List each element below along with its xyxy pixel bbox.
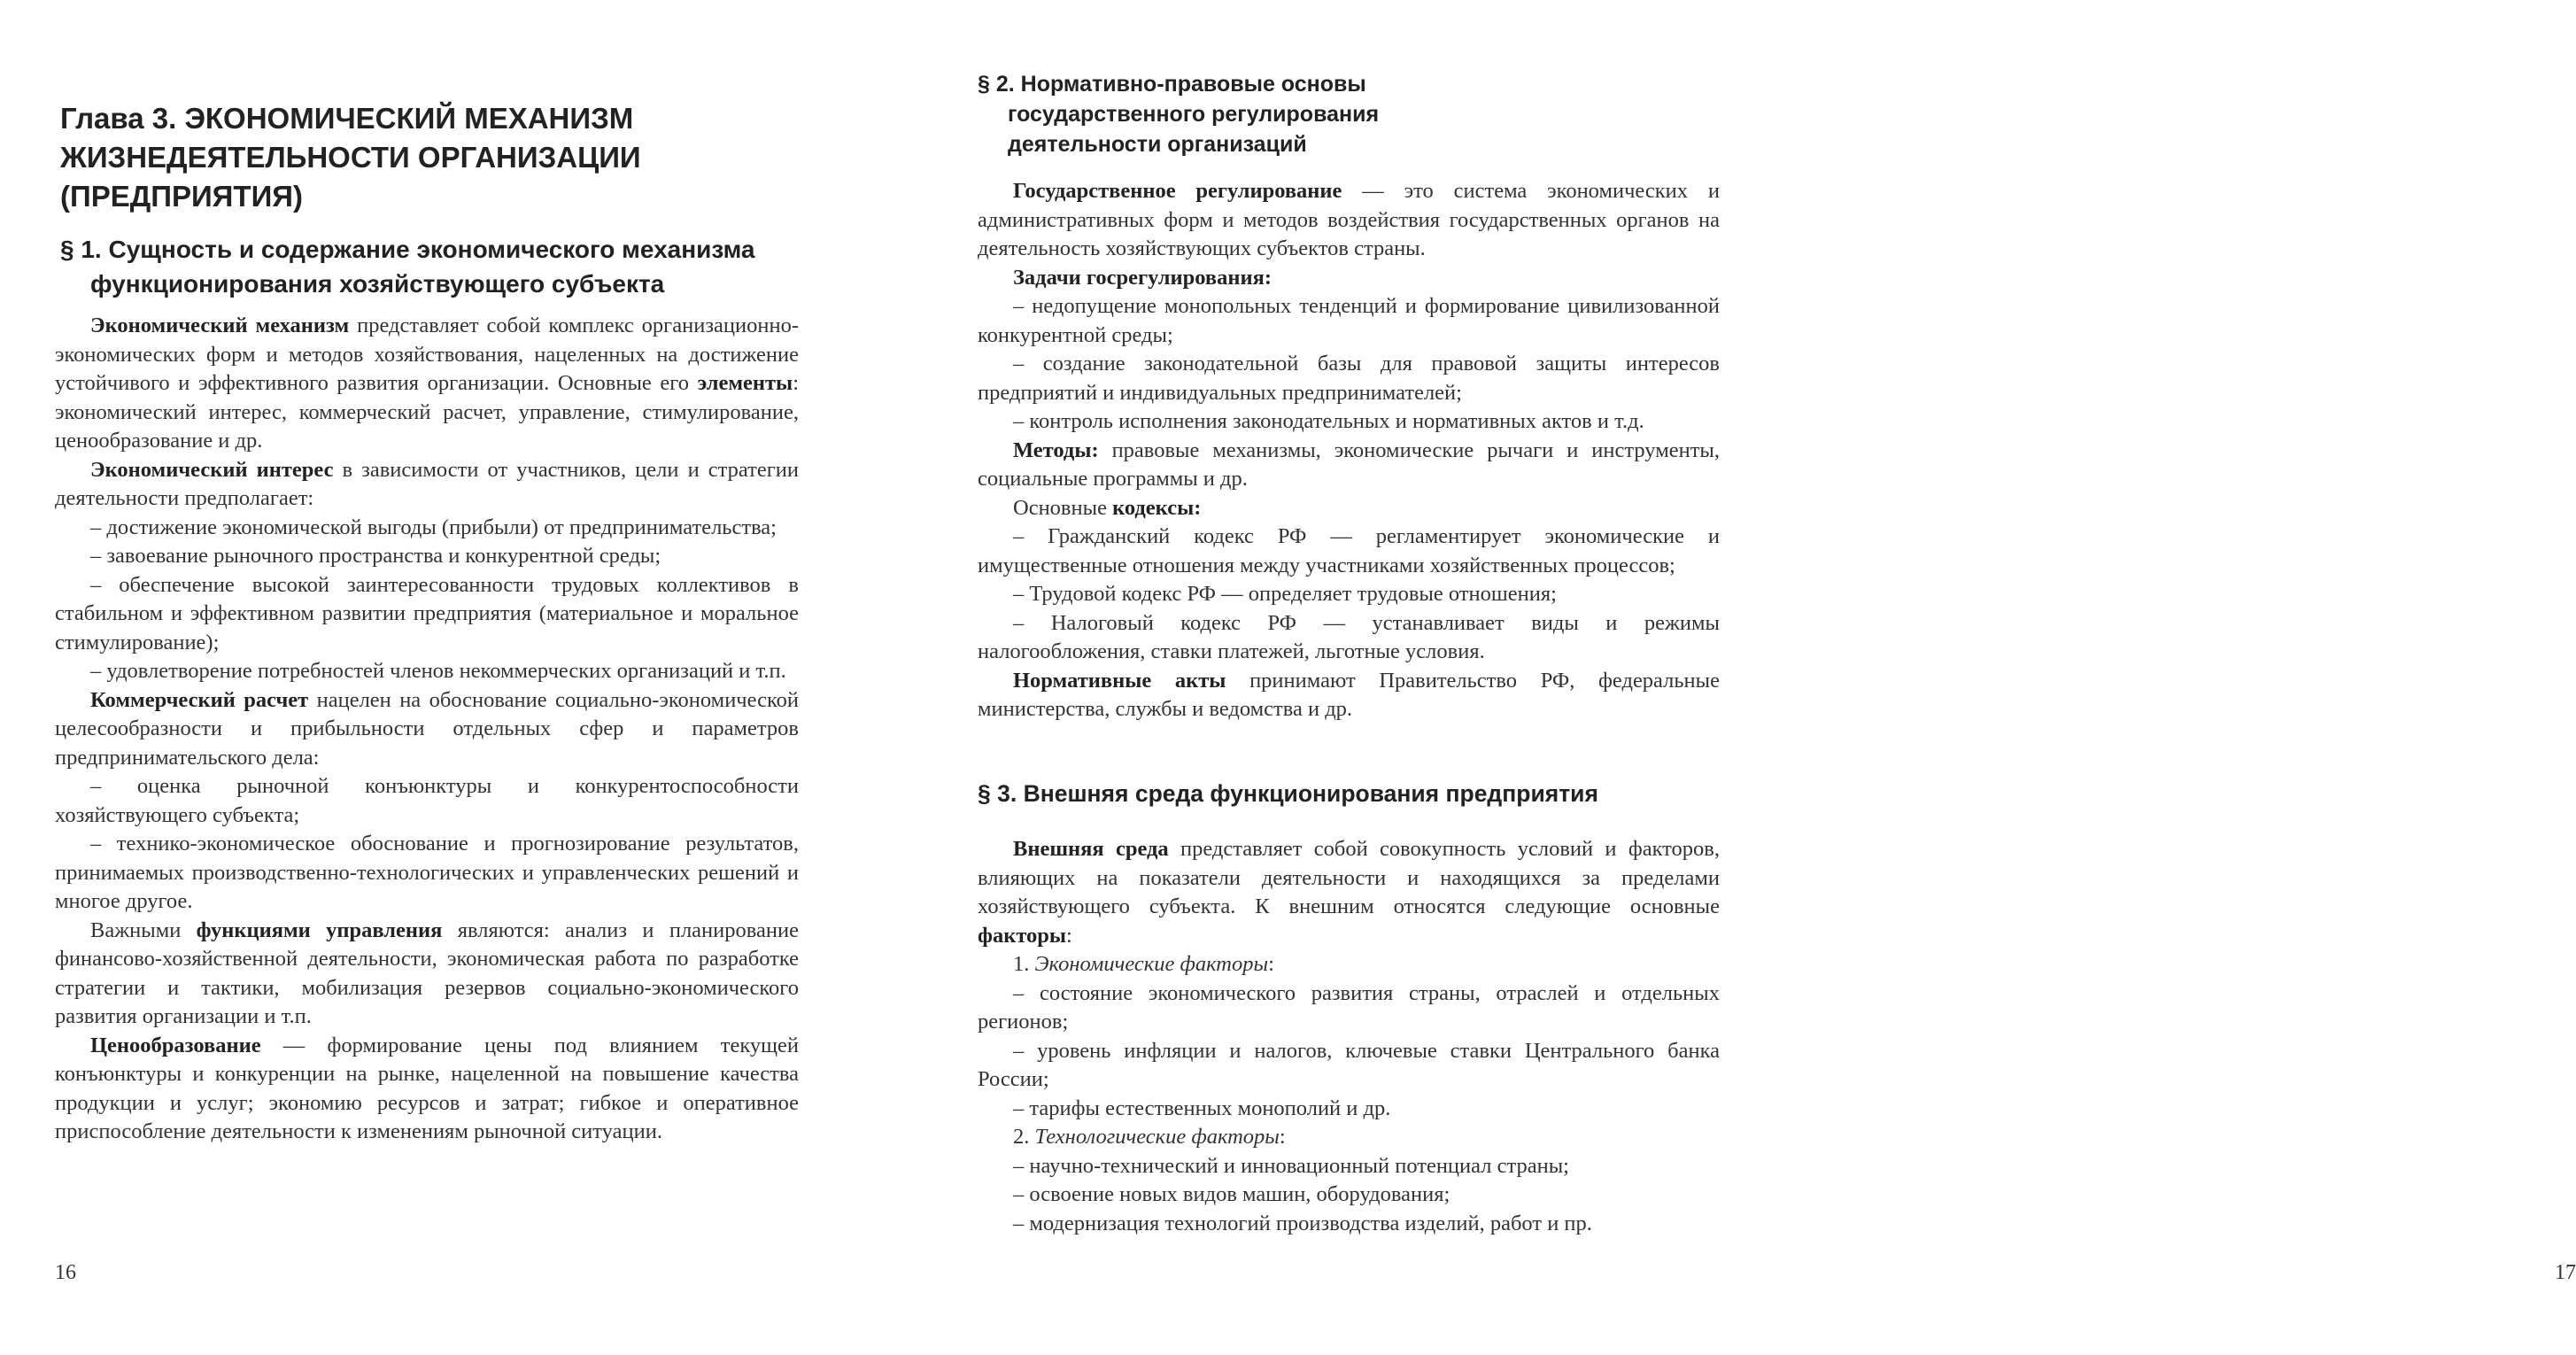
term-external-environment: Внешняя среда xyxy=(1013,837,1169,861)
list-item: – завоевание рыночного пространства и конкурентной среды; xyxy=(90,544,661,568)
text: Основные xyxy=(1013,495,1113,520)
section-2-title xyxy=(978,69,1686,159)
chapter-title-line-3: (ПРЕДПРИЯТИЯ) xyxy=(60,180,303,213)
list-item: – освоение новых видов машин, оборудования; xyxy=(1013,1182,1450,1206)
list-item: – обеспечение высокой заинтересованности трудовых коллективов в стабильном и эффективном развитии предприятия (материальное и моральное стимулирование); xyxy=(55,572,799,654)
list-item: – оценка рыночной конъюнктуры и конкурентоспособности хозяйствующего субъекта; xyxy=(55,774,799,827)
term-normative-acts: Нормативные акты xyxy=(1013,668,1226,693)
right-body-text-2 xyxy=(978,835,1720,1238)
paragraph-normative-acts xyxy=(978,667,1720,724)
section-1-title-line-2: функционирования хозяйствующего субъекта xyxy=(90,270,665,298)
chapter-title-line-2: ЖИЗНЕДЕЯТЕЛЬНОСТИ ОРГАНИЗАЦИИ xyxy=(60,141,641,174)
text: 2. xyxy=(1013,1125,1035,1149)
list-item: – Налоговый кодекс РФ — устанавливает виды и режимы налогообложения, ставки платежей, льготные условия. xyxy=(978,610,1720,663)
term-state-regulation: Государственное регулирование xyxy=(1013,179,1342,203)
text: : xyxy=(1279,1125,1286,1149)
term-economic-factors: Экономические факторы xyxy=(1034,952,1269,976)
term-regulation-tasks: Задачи госрегулирования: xyxy=(1013,265,1273,290)
text: : xyxy=(1268,952,1274,976)
section-3-title: § 3. Внешняя среда функционирования предприятия xyxy=(978,780,1598,807)
term-economic-mechanism: Экономический механизм xyxy=(90,314,350,337)
text: правовые механизмы, экономические рычаги и инструменты, социальные программы и др. xyxy=(978,437,1720,491)
text: 1. xyxy=(1013,952,1035,976)
list-item: – недопущение монопольных тенденций и формирование цивилизованной конкурентной среды; xyxy=(978,294,1720,347)
page-number-right: 17 xyxy=(2555,1261,2576,1284)
subheading-technological-factors xyxy=(978,1123,1720,1152)
chapter-title xyxy=(60,99,822,216)
list-item: – тарифы естественных монополий и др. xyxy=(1013,1096,1391,1120)
paragraph-pricing xyxy=(55,1032,799,1147)
text: являются: анализ и планирование финансово-хозяйственной деятельности, экономическая работа по разработке стратегии и тактики, мобилизация резервов социально-экономического развития организации и т.п. xyxy=(55,918,799,1028)
term-methods: Методы: xyxy=(1013,437,1099,462)
list-item: – научно-технический и инновационный потенциал страны; xyxy=(1013,1153,1569,1178)
list-item: – достижение экономической выгоды (прибыли) от предпринимательства; xyxy=(90,515,777,539)
text: в зависимости от участников, цели и стратегии деятельности предполагает: xyxy=(55,457,799,510)
paragraph-management-functions xyxy=(55,917,799,1032)
chapter-title-line-1: Глава 3. ЭКОНОМИЧЕСКИЙ МЕХАНИЗМ xyxy=(60,102,634,135)
page-number-left: 16 xyxy=(55,1261,76,1284)
text: нацелен на обоснование социально-экономической целесообразности и прибыльности отдельных сфер и параметров предпринимательского дела: xyxy=(55,687,800,770)
term-technological-factors: Технологические факторы xyxy=(1034,1125,1280,1149)
paragraph-economic-interest xyxy=(55,456,799,514)
right-page xyxy=(886,0,2576,1355)
text: представляет собой комплекс организационно-экономических форм и методов хозяйствования, нацеленных на достижение устойчивого и эффективного развития организации. Основные его xyxy=(55,314,799,395)
paragraph-methods xyxy=(978,437,1720,494)
list-item: – состояние экономического развития страны, отраслей и отдельных регионов; xyxy=(978,980,1720,1034)
section-1-title-line-1: § 1. Сущность и содержание экономического механизма xyxy=(60,236,755,263)
list-item: – Трудовой кодекс РФ — определяет трудовые отношения; xyxy=(1013,582,1557,606)
text: Важными xyxy=(90,918,197,942)
term-management-functions: функциями управления xyxy=(196,918,443,942)
term-codes: кодексы: xyxy=(1112,495,1202,520)
left-page xyxy=(0,0,886,1355)
list-item: – контроль исполнения законодательных и нормативных актов и т.д. xyxy=(1013,409,1644,433)
text: принимают Правительство РФ, федеральные министерства, службы и ведомства и др. xyxy=(978,668,1720,721)
subheading-economic-factors xyxy=(978,950,1720,979)
list-item: – технико-экономическое обоснование и прогнозирование результатов, принимаемых производственно-технологических и управленческих решений и многое другое. xyxy=(55,832,799,913)
paragraph-codes xyxy=(978,494,1720,523)
paragraph-commercial-calculation xyxy=(55,686,799,773)
left-body-text xyxy=(55,312,799,1147)
text: : xyxy=(1066,923,1072,948)
section-1-title xyxy=(60,232,839,301)
text: : экономический интерес, коммерческий расчет, управление, стимулирование, ценообразование и др. xyxy=(55,371,799,453)
list-item: – уровень инфляции и налогов, ключевые ставки Центрального банка России; xyxy=(978,1038,1720,1091)
text: представляет собой совокупность условий и факторов, влияющих на показатели деятельности и находящихся за пределами хозяйствующего субъекта. К внешним относятся следующие основные xyxy=(978,837,1720,918)
text: — это система экономических и административных форм и методов воздействия государственных органов на деятельность хозяйствующих субъектов страны. xyxy=(978,179,1720,260)
paragraph-state-regulation xyxy=(978,177,1720,264)
list-item: – Гражданский кодекс РФ — регламентирует экономические и имущественные отношения между участниками хозяйственных процессов; xyxy=(978,524,1720,577)
term-factors: факторы xyxy=(978,923,1067,948)
term-commercial-calculation: Коммерческий расчет xyxy=(90,687,309,712)
section-2-title-line-2: государственного регулирования xyxy=(1008,102,1380,127)
paragraph-regulation-tasks xyxy=(978,264,1720,293)
right-body-text-1 xyxy=(978,177,1720,724)
list-item: – удовлетворение потребностей членов некоммерческих организаций и т.п. xyxy=(90,659,786,683)
term-pricing: Ценообразование xyxy=(90,1033,261,1057)
term-elements: элементы xyxy=(697,371,793,395)
term-economic-interest: Экономический интерес xyxy=(90,457,334,482)
text: — формирование цены под влиянием текущей конъюнктуры и конкуренции на рынке, нацеленной на повышение качества продукции и услуг; экономию ресурсов и затрат; гибкое и оперативное приспособление деятельности к изменениям рыночной ситуации. xyxy=(55,1033,799,1143)
section-2-title-line-3: деятельности организаций xyxy=(1008,132,1307,157)
section-2-title-line-1: § 2. Нормативно-правовые основы xyxy=(978,72,1366,97)
paragraph-economic-mechanism xyxy=(55,312,799,456)
paragraph-external-environment xyxy=(978,835,1720,950)
list-item: – модернизация технологий производства изделий, работ и пр. xyxy=(1013,1211,1592,1235)
list-item: – создание законодательной базы для правовой защиты интересов предприятий и индивидуальных предпринимателей; xyxy=(978,352,1720,405)
